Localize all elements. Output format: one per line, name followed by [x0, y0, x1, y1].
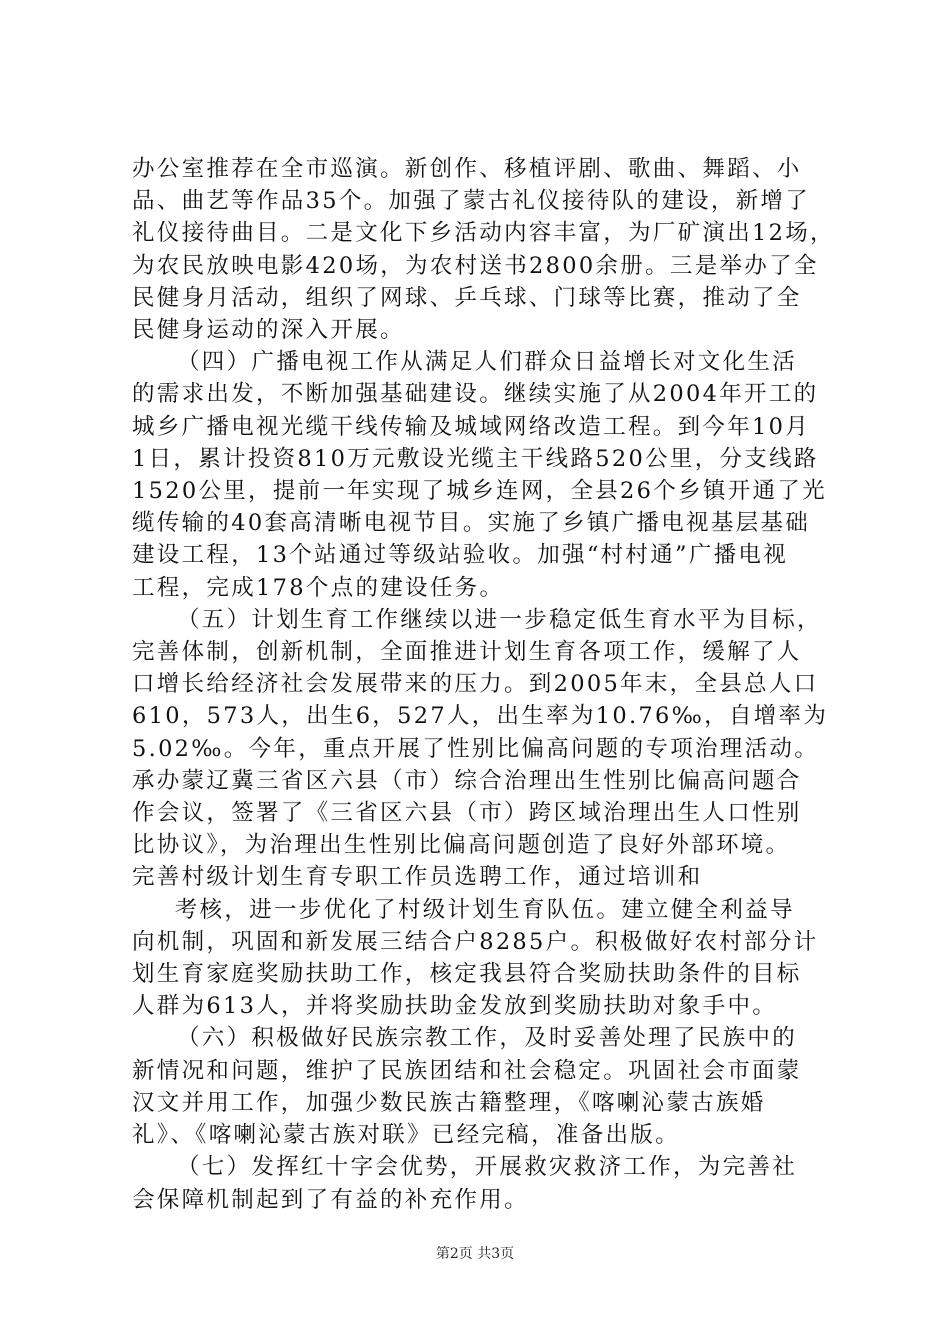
text-line: （七）发挥红十字会优势，开展救灾救济工作，为完善社 [177, 1154, 798, 1181]
text-line: 向机制，巩固和新发展三结合户8285户。积极做好农村部分计 [132, 928, 819, 955]
text-line: 口增长给经济社会发展带来的压力。到2005年末，全县总人口 [132, 671, 819, 698]
text-line: 城乡广播电视光缆干线传输及城域网络改造工程。到今年10月 [132, 413, 811, 440]
paragraph-ethnic-religion [132, 1022, 822, 1151]
text-line: 划生育家庭奖励扶助工作，核定我县符合奖励扶助条件的目标 [132, 961, 802, 988]
text-line: 的需求出发，不断加强基础建设。继续实施了从2004年开工的 [132, 381, 819, 408]
text-line: 比协议》，为治理出生性别比偏高问题创造了良好外部环境。 [132, 832, 791, 859]
text-line: 610，573人，出生6，527人，出生率为10.76‰，自增率为 [132, 703, 829, 730]
text-line: 民健身月活动，组织了网球、乒乓球、门球等比赛，推动了全 [132, 284, 802, 311]
text-line: 工程，完成178个点的建设任务。 [132, 574, 505, 601]
paragraph-family-planning [132, 604, 829, 894]
text-line: （五）计划生育工作继续以进一步稳定低生育水平为目标， [177, 606, 822, 633]
text-line: 完善村级计划生育专职工作员选聘工作，通过培训和 [132, 864, 703, 891]
text-line: （六）积极做好民族宗教工作，及时妥善处理了民族中的 [177, 1025, 798, 1052]
page-number-footer: 第2页 共3页 [435, 1246, 515, 1262]
text-line: 5.02‰。今年，重点开展了性别比偏高问题的专项治理活动。 [132, 735, 819, 762]
text-line: 承办蒙辽冀三省区六县（市）综合治理出生性别比偏高问题合 [132, 767, 802, 794]
text-line: 1520公里，提前一年实现了城乡连网，全县26个乡镇开通了光 [132, 478, 827, 505]
document-body [132, 153, 835, 1216]
text-line: 礼仪接待曲目。二是文化下乡活动内容丰富，为厂矿演出12场， [132, 220, 835, 247]
text-line: 为农民放映电影420场，为农村送书2800余册。三是举办了全 [132, 252, 819, 279]
text-line: 1日，累计投资810万元敷设光缆主干线路520公里，分支线路 [132, 445, 819, 472]
paragraph-culture-continued [132, 153, 835, 346]
text-line: 新情况和问题，维护了民族团结和社会稳定。巩固社会市面蒙 [132, 1057, 802, 1084]
text-line: 考核，进一步优化了村级计划生育队伍。建立健全利益导 [174, 896, 795, 923]
text-line: 缆传输的40套高清晰电视节目。实施了乡镇广播电视基层基础 [132, 510, 811, 537]
text-line: 人群为613人，并将奖励扶助金发放到奖励扶助对象手中。 [132, 993, 778, 1020]
paragraph-family-planning-continued [132, 894, 822, 1023]
text-line: 会保障机制起到了有益的补充作用。 [132, 1186, 529, 1213]
text-line: 礼》、《喀喇沁蒙古族对联》已经完稿，准备出版。 [132, 1122, 680, 1149]
text-line: 民健身运动的深入开展。 [132, 317, 405, 344]
text-line: 品、曲艺等作品35个。加强了蒙古礼仪接待队的建设，新增了 [132, 188, 811, 215]
text-line: 办公室推荐在全市巡演。新创作、移植评剧、歌曲、舞蹈、小 [132, 156, 802, 182]
text-line: 汉文并用工作，加强少数民族古籍整理，《喀喇沁蒙古族婚 [132, 1089, 766, 1116]
paragraph-broadcast-tv [132, 346, 827, 604]
text-line: 完善体制，创新机制，全面推进计划生育各项工作，缓解了人 [132, 639, 802, 666]
paragraph-red-cross [132, 1151, 822, 1215]
text-line: （四）广播电视工作从满足人们群众日益增长对文化生活 [177, 349, 798, 376]
text-line: 作会议，签署了《三省区六县（市）跨区域治理出生人口性别 [132, 800, 802, 827]
text-line: 建设工程，13个站通过等级站验收。加强“村村通”广播电视 [132, 542, 789, 569]
